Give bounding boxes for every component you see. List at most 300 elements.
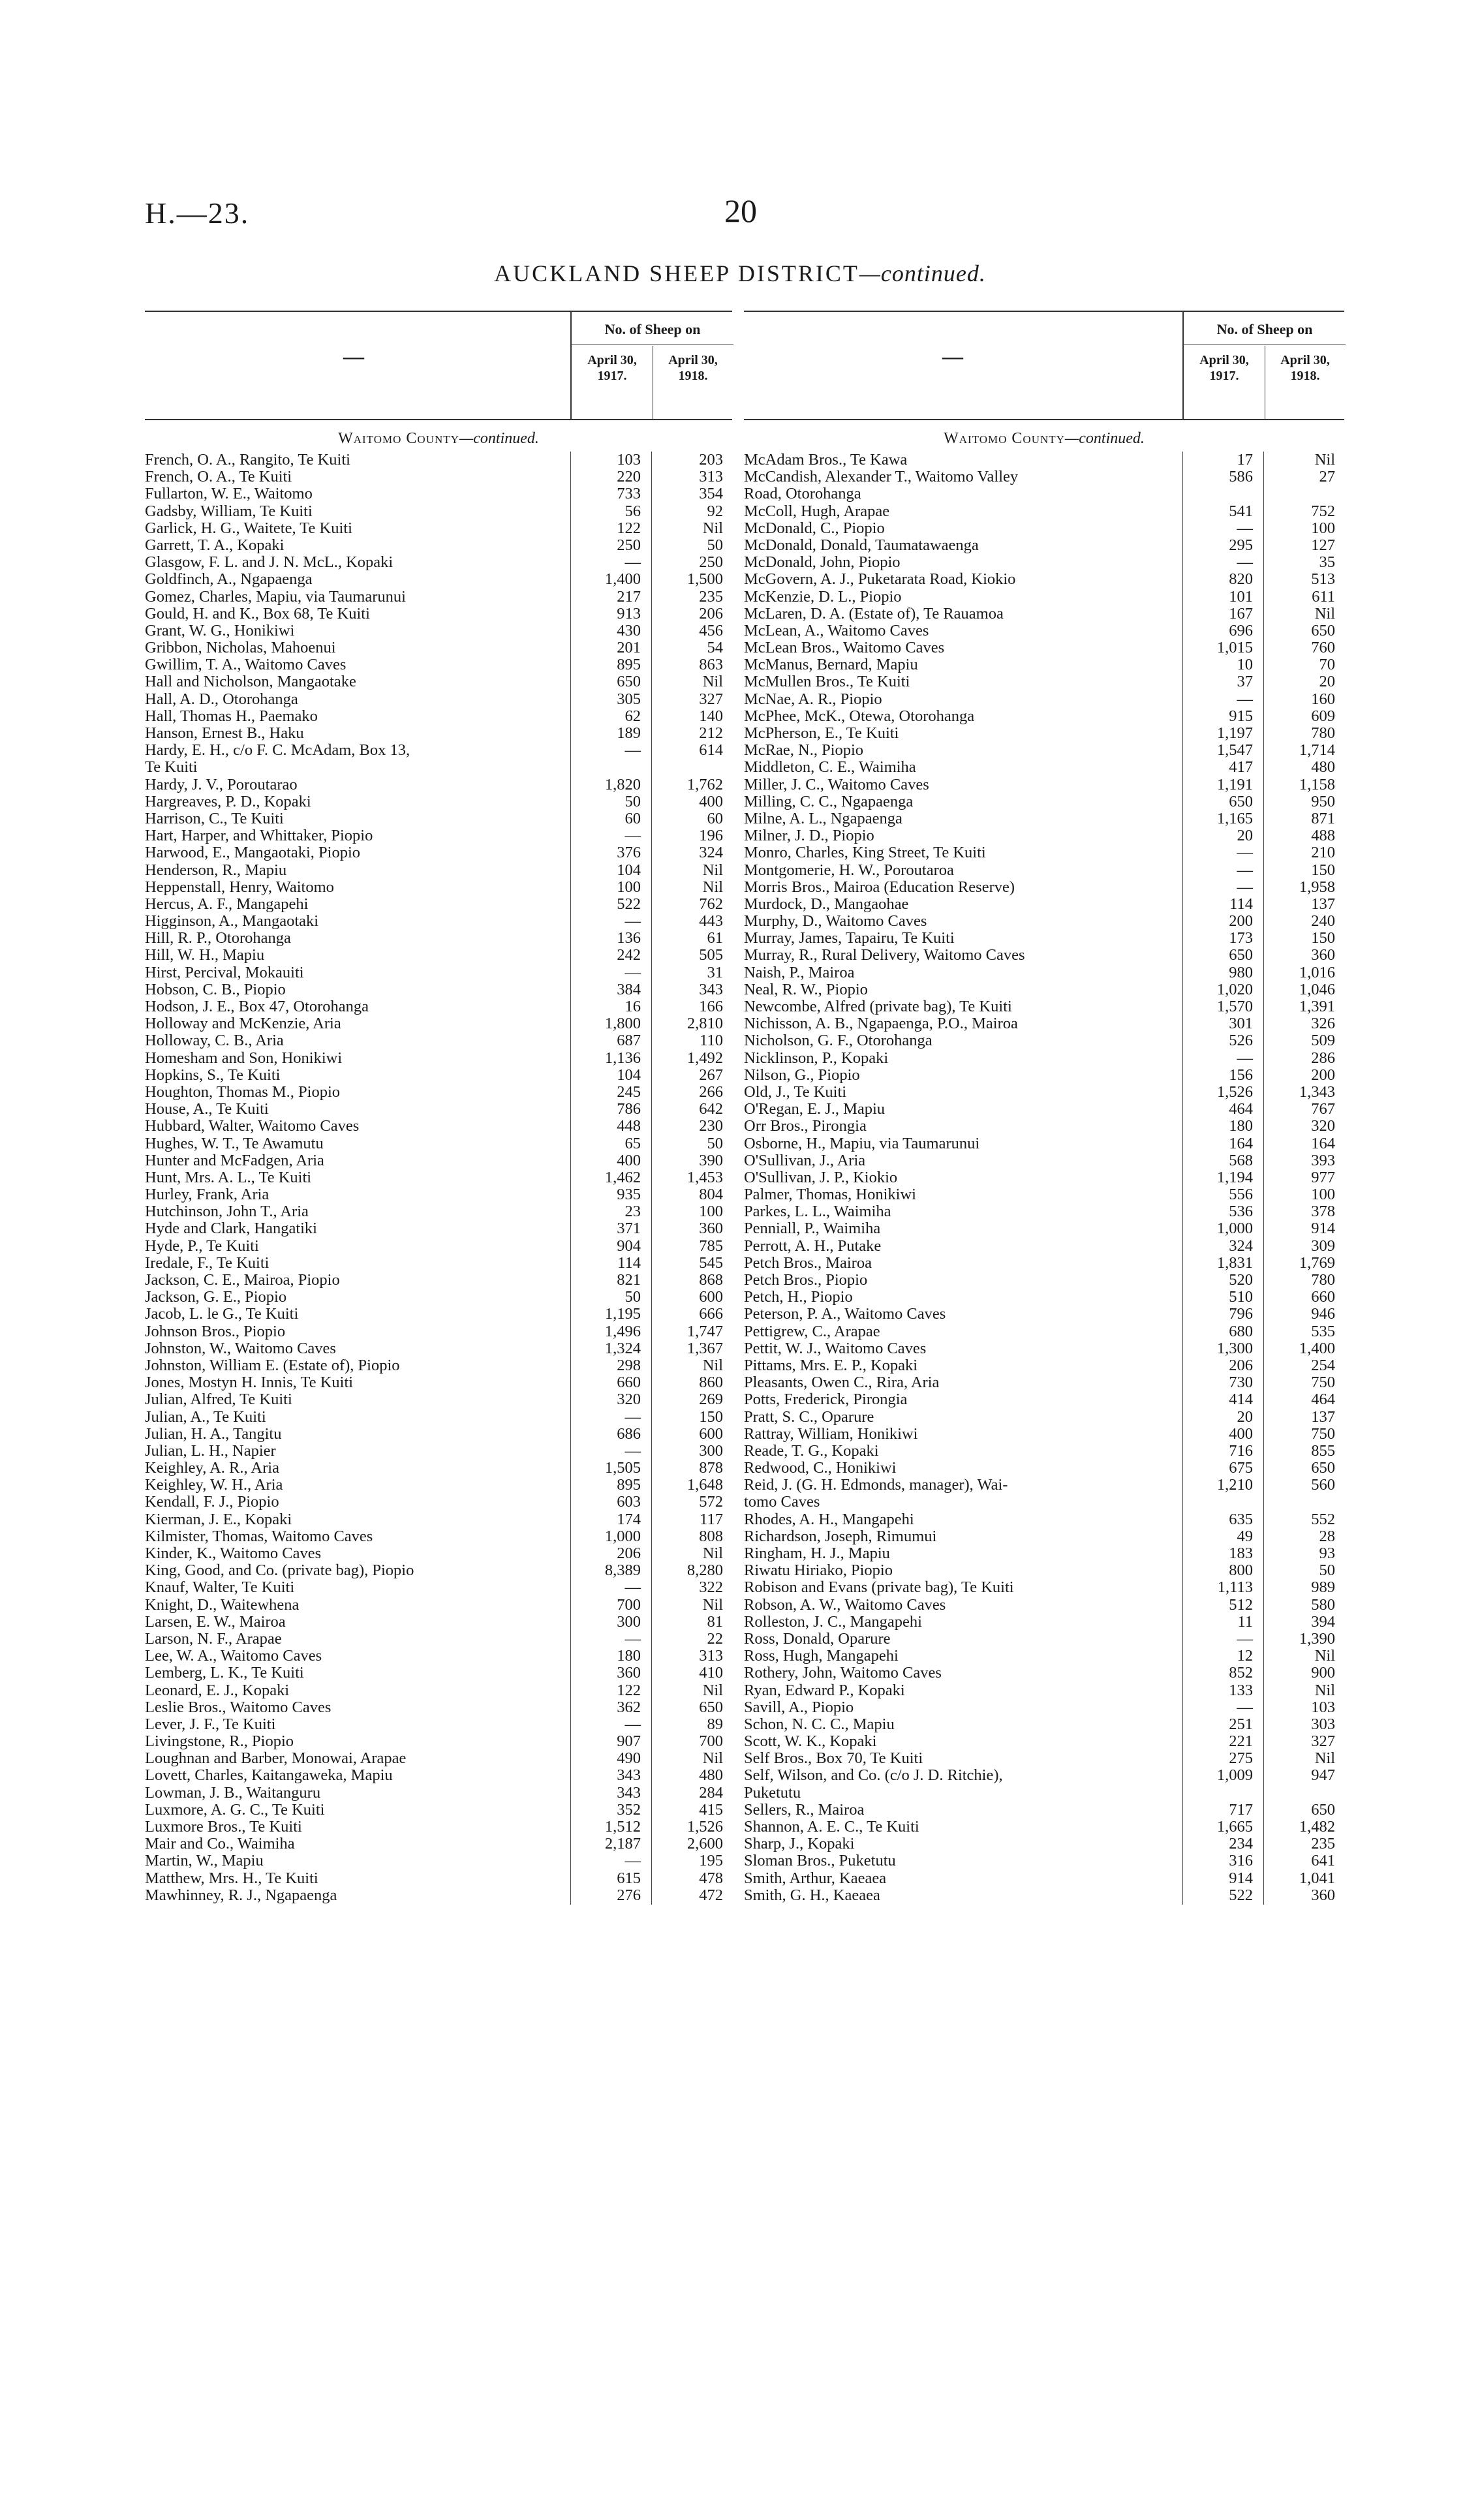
table-row [145,1443,732,1460]
holder-name: Jackson, C. E., Mairoa, Piopio [145,1272,340,1289]
sheep-count-1917: 56 [624,502,641,520]
holder-name: Johnston, W., Waitomo Caves [145,1340,336,1357]
table-row [145,1870,732,1887]
header-group-title: No. of Sheep on [604,321,701,337]
table-row [145,998,732,1015]
holder-name: Road, Otorohanga [744,485,861,503]
sheep-count-1917: 915 [1229,707,1253,725]
sheep-count-1917: 10 [1237,656,1253,674]
table-row [145,1460,732,1477]
holder-name: Leslie Bros., Waitomo Caves [145,1698,331,1716]
holder-name: Lever, J. F., Te Kuiti [145,1715,276,1733]
column-rule [570,452,571,1905]
holder-name: Gadsby, William, Te Kuiti [145,502,313,520]
sheep-count-1918: 360 [1311,1886,1335,1904]
holder-name: Kendall, F. J., Piopio [145,1494,279,1511]
sheep-count-1918: 354 [699,485,723,503]
table-row [145,862,732,879]
table-row [744,1614,1344,1631]
sheep-count-1917: 122 [617,1681,641,1699]
sheep-count-1917: 1,000 [1216,1220,1253,1238]
table-row [145,503,732,520]
holder-name: Luxmore, A. G. C., Te Kuiti [145,1801,325,1819]
table-row [145,1597,732,1614]
table-row [744,896,1344,913]
sheep-count-1918: 614 [699,741,723,760]
sheep-count-1917: 104 [617,1066,641,1084]
header-year-1917: April 30, 1917. [587,353,637,383]
sheep-count-1918: 378 [1311,1203,1335,1221]
table-row [744,469,1344,485]
sheep-count-1917: 122 [617,519,641,537]
table-row [145,656,732,673]
sheep-count-1918: Nil [1314,451,1335,469]
holder-name: tomo Caves [744,1494,820,1511]
sheep-count-1918: 752 [1311,502,1335,520]
holder-name: Pleasants, Owen C., Rira, Aria [744,1374,940,1392]
table-row [744,1477,1344,1494]
table-row [145,947,732,964]
table-row [145,1203,732,1220]
sheep-count-1917: 1,526 [1216,1083,1253,1101]
holder-name: Hubbard, Walter, Waitomo Caves [145,1118,360,1135]
sheep-count-1917: 730 [1229,1374,1253,1392]
sheep-count-1917: 687 [617,1032,641,1050]
sheep-count-1918: 250 [699,553,723,572]
holder-name: Robson, A. W., Waitomo Caves [744,1596,946,1614]
table-row [744,1238,1344,1255]
sheep-count-1918: 269 [699,1391,723,1409]
sheep-count-1918: 394 [1311,1612,1335,1631]
sheep-count-1917: 510 [1229,1288,1253,1306]
sheep-count-1918: Nil [702,878,723,896]
sheep-count-1918: 103 [1311,1698,1335,1716]
sheep-count-1918: 1,747 [686,1322,723,1340]
table-row [744,1220,1344,1237]
sheep-count-1918: 70 [1319,656,1335,674]
sheep-count-1917: 1,000 [604,1527,641,1545]
table-row [145,1152,732,1169]
sheep-count-1917: 907 [617,1732,641,1751]
sheep-count-1918: 863 [699,656,723,674]
sheep-count-1917: 717 [1229,1800,1253,1819]
sheep-count-1918: 8,280 [686,1561,723,1580]
holder-name: Rhodes, A. H., Mangapehi [744,1511,914,1528]
sheep-count-1918: 22 [707,1629,723,1648]
sheep-count-1917: — [624,912,641,930]
table-row [145,1067,732,1084]
header-year-1917: April 30, 1917. [1199,353,1249,383]
holder-name: House, A., Te Kuiti [145,1101,269,1118]
table-row [145,1750,732,1767]
sheep-count-1917: 376 [617,844,641,862]
sheep-count-1917: 1,191 [1216,775,1253,793]
holder-name: Neal, R. W., Piopio [744,981,868,998]
table-row [744,1340,1344,1357]
holder-name: Larson, N. F., Arapae [145,1630,282,1648]
sheep-count-1917: 786 [617,1100,641,1118]
sheep-count-1917: 114 [617,1253,641,1272]
sheep-count-1918: 210 [1311,844,1335,862]
document-reference: H.—23. [145,196,250,230]
sheep-count-1918: 89 [707,1715,723,1733]
holder-name: Matthew, Mrs. H., Te Kuiti [145,1869,318,1887]
table-row [744,622,1344,639]
holder-name: Lowman, J. B., Waitanguru [145,1784,321,1802]
sheep-count-1918: 2,810 [686,1015,723,1033]
table-row [145,1852,732,1869]
holder-name: Julian, Alfred, Te Kuiti [145,1391,292,1409]
sheep-count-1917: 733 [617,485,641,503]
sheep-count-1918: 513 [1311,570,1335,589]
sheep-count-1917: 1,020 [1216,980,1253,998]
holder-name: Mawhinney, R. J., Ngapaenga [145,1886,337,1904]
sheep-count-1918: 572 [699,1493,723,1511]
sheep-count-1918: 300 [699,1441,723,1460]
sheep-count-1917: 343 [617,1783,641,1802]
holder-name: Hanson, Ernest B., Haku [145,725,304,742]
table-row [744,1631,1344,1648]
sheep-count-1917: 650 [1229,946,1253,964]
table-row [145,452,732,469]
holder-name: Pratt, S. C., Oparure [744,1408,874,1426]
sheep-count-1918: 650 [699,1698,723,1716]
holder-name: Grant, W. G., Honikiwi [145,622,295,639]
sheep-count-1917: 100 [617,878,641,896]
sheep-count-1917: 65 [624,1134,641,1152]
sheep-count-1918: 390 [699,1151,723,1169]
sheep-count-1917: 556 [1229,1186,1253,1204]
sheep-count-1917: 904 [617,1237,641,1255]
sheep-count-1918: 286 [1311,1049,1335,1067]
holder-name: McLaren, D. A. (Estate of), Te Rauamoa [744,605,1004,622]
sheep-count-1918: 313 [699,1647,723,1665]
table-row [145,1887,732,1904]
table-row [744,1152,1344,1169]
holder-name: Luxmore Bros., Te Kuiti [145,1819,302,1836]
holder-name: McRae, N., Piopio [744,742,864,760]
sheep-count-1917: 635 [1229,1510,1253,1528]
right-rows [744,452,1344,1904]
sheep-count-1918: 456 [699,621,723,639]
table-row [145,1767,732,1784]
table-row [744,1648,1344,1665]
sheep-count-1917: 189 [617,724,641,742]
table-row [145,1340,732,1357]
sheep-count-1918: 480 [1311,758,1335,776]
sheep-count-1918: 50 [707,1134,723,1152]
sheep-count-1917: 360 [617,1664,641,1682]
sheep-count-1918: Nil [1314,1647,1335,1665]
holder-name: Milner, J. D., Piopio [744,827,874,845]
holder-name: Knauf, Walter, Te Kuiti [145,1579,295,1597]
table-row [145,776,732,793]
table-row [145,896,732,913]
sheep-count-1918: 464 [1311,1391,1335,1409]
holder-name: Knight, D., Waitewhena [145,1596,300,1614]
table-row [744,981,1344,998]
sheep-count-1917: 50 [624,1288,641,1306]
sheep-count-1917: 183 [1229,1544,1253,1562]
sheep-count-1917: 200 [1229,912,1253,930]
sheep-count-1918: 1,390 [1299,1629,1335,1648]
sheep-count-1917: 60 [624,809,641,827]
sheep-count-1917: 568 [1229,1151,1253,1169]
holder-name: Ross, Donald, Oparure [744,1630,891,1648]
page-title [0,260,1480,287]
table-row [145,1186,732,1203]
holder-name: Hill, W. H., Mapiu [145,947,265,964]
holder-name: Keighley, W. H., Aria [145,1477,283,1494]
holder-name: Larsen, E. W., Mairoa [145,1613,286,1631]
table-row [744,1323,1344,1340]
table-row [145,1118,732,1135]
sheep-count-1918: 480 [699,1766,723,1785]
holder-name: Homesham and Son, Honikiwi [145,1049,343,1067]
sheep-count-1917: 250 [617,536,641,554]
sheep-count-1918: 641 [1311,1852,1335,1870]
table-row [744,606,1344,622]
table-row [145,1614,732,1631]
holder-name: Morris Bros., Mairoa (Education Reserve) [744,878,1015,896]
sheep-count-1918: 950 [1311,792,1335,810]
table-row [744,1443,1344,1460]
sheep-count-1918: 212 [699,724,723,742]
sheep-count-1918: 780 [1311,724,1335,742]
section-title-suffix: —continued. [1064,430,1145,447]
sheep-count-1917: — [624,741,641,760]
sheep-count-1917: — [1237,1698,1253,1716]
holder-name: Rattray, William, Honikiwi [744,1425,918,1443]
holder-name: McDonald, C., Piopio [744,519,885,537]
sheep-count-1917: 156 [1229,1066,1253,1084]
holder-name: Potts, Frederick, Pirongia [744,1391,908,1409]
table-row [744,1357,1344,1374]
sheep-count-1918: 240 [1311,912,1335,930]
sheep-count-1918: 505 [699,946,723,964]
sheep-count-1918: 785 [699,1237,723,1255]
holder-name: French, O. A., Te Kuiti [145,469,292,486]
holder-name: Pettigrew, C., Arapae [744,1323,880,1340]
table-row [145,1733,732,1750]
table-row [744,1785,1344,1802]
holder-name: Te Kuiti [145,759,198,776]
sheep-count-1917: — [624,1441,641,1460]
holder-name: McKenzie, D. L., Piopio [744,588,902,606]
sheep-count-1917: 1,831 [1216,1253,1253,1272]
sheep-count-1917: 1,324 [604,1339,641,1357]
sheep-count-1918: 327 [1311,1732,1335,1751]
holder-name: French, O. A., Rangito, Te Kuiti [145,452,350,469]
table-row [744,571,1344,588]
table-row [145,691,732,708]
table-row [744,1682,1344,1699]
sheep-count-1918: 946 [1311,1305,1335,1323]
holder-name: Hodson, J. E., Box 47, Otorohanga [145,998,369,1015]
table-row [744,1460,1344,1477]
sheep-count-1917: 536 [1229,1203,1253,1221]
holder-name: Robison and Evans (private bag), Te Kuiti [744,1579,1014,1597]
sheep-count-1918: Nil [1314,1749,1335,1768]
table-row [744,1084,1344,1101]
sheep-count-1918: 150 [1311,929,1335,947]
table-row [145,673,732,690]
holder-name: Hirst, Percival, Mokauiti [145,964,304,981]
holder-name: Julian, L. H., Napier [145,1442,276,1460]
section-title [145,425,732,452]
table-row [145,930,732,947]
sheep-count-1918: 488 [1311,827,1335,845]
header-dash: — [942,345,963,368]
sheep-count-1918: 230 [699,1117,723,1135]
holder-name: Livingstone, R., Piopio [145,1733,294,1751]
table-row [744,1852,1344,1869]
sheep-count-1918: 780 [1311,1271,1335,1289]
sheep-count-1917: 164 [1229,1134,1253,1152]
table-row [744,1836,1344,1852]
page-title-main: AUCKLAND SHEEP DISTRICT [494,260,859,286]
sheep-count-1918: 160 [1311,690,1335,708]
holder-name: Self, Wilson, and Co. (c/o J. D. Ritchie), [744,1767,1003,1785]
table-row [744,862,1344,879]
table-row [744,1579,1344,1596]
section-title-suffix: —continued. [459,430,539,447]
table-row [744,1255,1344,1272]
sheep-count-1917: 1,512 [604,1818,641,1836]
sheep-count-1917: 1,136 [604,1049,641,1067]
sheep-count-1917: 1,547 [1216,741,1253,760]
sheep-count-1917: 400 [617,1151,641,1169]
holder-name: Nicholson, G. F., Otorohanga [744,1032,933,1050]
holder-name: Hurley, Frank, Aria [145,1186,270,1204]
holder-name: Garlick, H. G., Waitete, Te Kuiti [145,519,352,537]
table-row [145,1562,732,1579]
holder-name: Gould, H. and K., Box 68, Te Kuiti [145,605,370,622]
sheep-count-1917: 50 [624,792,641,810]
table-row [145,759,732,776]
holder-name: Gomez, Charles, Mapiu, via Taumarunui [145,588,406,606]
sheep-count-1918: 393 [1311,1151,1335,1169]
table-row [145,1015,732,1032]
sheep-count-1917: — [624,827,641,845]
sheep-count-1917: 295 [1229,536,1253,554]
sheep-count-1918: 235 [699,587,723,606]
sheep-count-1918: 137 [1311,1407,1335,1426]
sheep-count-1918: 767 [1311,1100,1335,1118]
sheep-count-1917: 650 [617,673,641,691]
sheep-count-1918: 1,016 [1299,963,1335,981]
sheep-count-1918: Nil [702,1356,723,1374]
sheep-count-1918: 35 [1319,553,1335,572]
sheep-count-1917: 700 [617,1595,641,1614]
holder-name: McManus, Bernard, Mapiu [744,656,918,674]
sheep-count-1917: — [624,1407,641,1426]
holder-name: Garrett, T. A., Kopaki [145,536,285,554]
sheep-count-1917: 245 [617,1083,641,1101]
holder-name: McColl, Hugh, Arapae [744,502,890,520]
sheep-count-1918: 855 [1311,1441,1335,1460]
holder-name: Self Bros., Box 70, Te Kuiti [744,1750,923,1768]
sheep-count-1918: 552 [1311,1510,1335,1528]
table-row [145,1648,732,1665]
sheep-count-1917: — [1237,1049,1253,1067]
holder-name: Petch Bros., Mairoa [744,1254,872,1272]
sheep-count-1918: Nil [702,519,723,537]
header-dash: — [343,345,364,368]
holder-name: Hall and Nicholson, Mangaotake [145,673,356,691]
table-row [145,1169,732,1186]
holder-name: Parkes, L. L., Waimiha [744,1203,891,1221]
sheep-count-1918: 1,500 [686,570,723,589]
sheep-count-1917: 895 [617,656,641,674]
holder-name: Hill, R. P., Otorohanga [145,930,291,947]
table-row [744,930,1344,947]
holder-name: Johnson Bros., Piopio [145,1323,286,1340]
sheep-count-1917: 1,300 [1216,1339,1253,1357]
holder-name: Miller, J. C., Waitomo Caves [744,776,929,793]
sheep-count-1917: 242 [617,946,641,964]
table-row [145,879,732,896]
holder-name: Ringham, H. J., Mapiu [744,1545,890,1562]
holder-name: Scott, W. K., Kopaki [744,1733,877,1751]
section-title-main: Waitomo County [944,430,1065,447]
holder-name: Old, J., Te Kuiti [744,1083,847,1101]
table-row [744,776,1344,793]
table-row [744,913,1344,930]
sheep-count-1917: 512 [1229,1595,1253,1614]
sheep-count-1917: 343 [617,1766,641,1785]
holder-name: Redwood, C., Honikiwi [744,1460,897,1477]
holder-name: Jones, Mostyn H. Innis, Te Kuiti [145,1374,354,1392]
table-row [744,1528,1344,1545]
table-row [145,554,732,571]
sheep-count-1918: 478 [699,1869,723,1887]
holder-name: Reade, T. G., Kopaki [744,1442,879,1460]
sheep-count-1917: — [1237,1629,1253,1648]
holder-name: Puketutu [744,1784,801,1802]
sheep-count-1917: 414 [1229,1391,1253,1409]
sheep-count-1918: 196 [699,827,723,845]
sheep-count-1917: 796 [1229,1305,1253,1323]
sheep-count-1917: 316 [1229,1852,1253,1870]
sheep-count-1918: 110 [700,1032,723,1050]
table-row [744,742,1344,759]
table-row [145,793,732,810]
holder-name: Hardy, E. H., c/o F. C. McAdam, Box 13, [145,742,410,760]
holder-name: Murdock, D., Mangaohae [744,895,909,913]
table-row [744,1409,1344,1426]
sheep-count-1918: 137 [1311,895,1335,913]
holder-name: Sloman Bros., Puketutu [744,1852,896,1870]
sheep-count-1917: — [1237,690,1253,708]
holder-name: King, Good, and Co. (private bag), Piopio [145,1562,414,1580]
sheep-count-1918: 100 [1311,1186,1335,1204]
table-row [744,947,1344,964]
holder-name: McPhee, McK., Otewa, Otorohanga [744,707,975,725]
holder-name: Lovett, Charles, Kaitangaweka, Mapiu [145,1767,393,1785]
sheep-count-1918: Nil [1314,604,1335,622]
sheep-count-1918: Nil [1314,1681,1335,1699]
holder-name: Middleton, C. E., Waimiha [744,759,916,776]
table-row [744,589,1344,606]
holder-name: Rolleston, J. C., Mangapehi [744,1613,922,1631]
sheep-count-1918: 50 [1319,1561,1335,1580]
holder-name: Holloway, C. B., Aria [145,1032,284,1050]
sheep-count-1917: 541 [1229,502,1253,520]
sheep-count-1917: 895 [617,1476,641,1494]
sheep-count-1918: 31 [707,963,723,981]
holder-name: Petch, H., Piopio [744,1289,853,1306]
